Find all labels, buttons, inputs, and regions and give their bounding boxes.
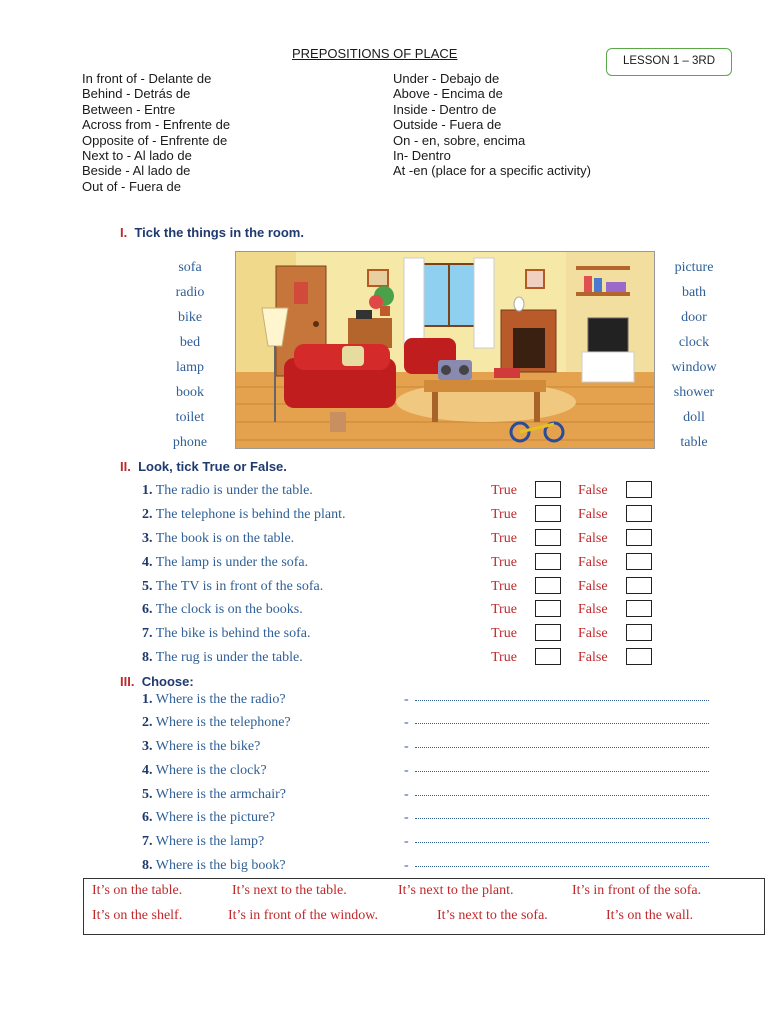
answer-dash: - [404,692,409,707]
item-number: 8. [142,858,153,873]
word-item: door [681,310,707,325]
item-number: 4. [142,763,153,778]
true-label: True [491,579,517,594]
false-label: False [578,555,608,570]
question-row [142,810,722,830]
section-number: I. [120,225,128,240]
item-number: 3. [142,739,153,754]
answer-blank[interactable] [415,771,709,772]
true-false-row [142,579,608,599]
vocab-item: Across from - Enfrente de [82,117,231,133]
section-3-heading [120,674,194,689]
false-label: False [578,650,608,665]
answer-option: It’s in front of the window. [228,908,378,923]
item-number: 3. [142,531,153,546]
section-title: Choose: [141,674,194,689]
item-statement: The TV is in front of the sofa. [155,579,324,594]
answer-option: It’s next to the table. [232,883,347,898]
word-item: window [671,360,717,375]
question-text: Where is the armchair? [155,787,286,802]
question-row [142,715,722,735]
true-label: True [491,555,517,570]
item-number: 1. [142,483,153,498]
true-false-row [142,626,608,646]
false-label: False [578,507,608,522]
word-item: toilet [175,410,205,425]
false-checkbox[interactable] [626,648,652,665]
vocab-item: At -en (place for a specific activity) [393,163,591,179]
vocab-item: Between - Entre [82,101,176,117]
item-statement: The bike is behind the sofa. [155,626,311,641]
true-false-row [142,555,608,575]
item-number: 6. [142,602,153,617]
vocabulary-right-list [393,71,591,179]
false-checkbox[interactable] [626,553,652,570]
false-label: False [578,626,608,641]
word-item: phone [172,435,208,450]
question-text: Where is the big book? [155,858,286,873]
vocab-item: Opposite of - Enfrente de [82,132,228,148]
true-checkbox[interactable] [535,481,561,498]
item-number: 2. [142,507,153,522]
section-2-heading [120,459,287,474]
item-statement: The lamp is under the sofa. [155,555,309,570]
item-number: 2. [142,715,153,730]
word-list-right [662,255,726,455]
item-number: 5. [142,787,153,802]
true-checkbox[interactable] [535,624,561,641]
answer-blank[interactable] [415,866,709,867]
section-title: Look, tick True or False. [138,459,287,474]
answer-dash: - [404,810,409,825]
item-number: 7. [142,626,153,641]
item-statement: The book is on the table. [155,531,295,546]
word-item: book [176,385,204,400]
true-label: True [491,650,517,665]
false-checkbox[interactable] [626,600,652,617]
vocab-item: In front of - Delante de [82,71,212,86]
question-text: Where is the the radio? [155,692,286,707]
answer-dash: - [404,739,409,754]
page-title: PREPOSITIONS OF PLACE [292,46,458,61]
item-number: 7. [142,834,153,849]
true-false-row [142,531,608,551]
false-label: False [578,483,608,498]
item-statement: The clock is on the books. [155,602,303,617]
answer-option: It’s next to the plant. [398,883,514,898]
word-item: bath [681,285,707,300]
true-label: True [491,483,517,498]
true-checkbox[interactable] [535,600,561,617]
question-text: Where is the lamp? [155,834,265,849]
answer-dash: - [404,858,409,873]
false-checkbox[interactable] [626,505,652,522]
living-room-image [236,252,655,449]
answer-dash: - [404,763,409,778]
section-number: III. [120,674,135,689]
word-item: bed [179,335,201,350]
false-checkbox[interactable] [626,624,652,641]
vocab-item: Under - Debajo de [393,71,500,86]
vocab-item: Beside - Al lado de [82,163,191,179]
item-number: 1. [142,692,153,707]
item-number: 4. [142,555,153,570]
word-item: table [680,435,708,450]
vocab-item: Out of - Fuera de [82,178,181,194]
word-item: lamp [176,360,204,375]
question-row [142,739,722,759]
item-number: 8. [142,650,153,665]
question-row [142,787,722,807]
answer-option: It’s next to the sofa. [437,908,548,923]
word-item: picture [674,260,714,275]
question-row [142,858,722,878]
true-false-row [142,650,608,670]
vocab-item: Above - Encima de [393,86,503,102]
word-item: radio [175,285,205,300]
true-label: True [491,531,517,546]
answer-blank[interactable] [415,795,709,796]
question-text: Where is the picture? [155,810,276,825]
question-text: Where is the telephone? [155,715,291,730]
question-row [142,834,722,854]
answer-option: It’s on the shelf. [92,908,183,923]
item-statement: The radio is under the table. [155,483,313,498]
word-list-left [160,255,220,455]
vocab-item: Inside - Dentro de [393,101,497,117]
true-false-row [142,602,608,622]
living-room-illustration [235,251,655,449]
item-number: 6. [142,810,153,825]
question-text: Where is the bike? [155,739,261,754]
item-statement: The telephone is behind the plant. [155,507,346,522]
true-label: True [491,507,517,522]
true-false-row [142,507,608,527]
word-item: bike [177,310,203,325]
section-title: Tick the things in the room. [134,225,304,240]
true-checkbox[interactable] [535,553,561,570]
answer-dash: - [404,834,409,849]
question-row [142,692,722,712]
true-false-row [142,483,608,503]
false-label: False [578,531,608,546]
true-label: True [491,602,517,617]
true-checkbox[interactable] [535,577,561,594]
false-label: False [578,602,608,617]
question-text: Where is the clock? [155,763,267,778]
vocab-item: On - en, sobre, encima [393,132,526,148]
section-number: II. [120,459,131,474]
item-number: 5. [142,579,153,594]
answer-bank [83,878,765,935]
vocab-item: Behind - Detrás de [82,86,191,102]
question-row [142,763,722,783]
answer-option: It’s in front of the sofa. [572,883,702,898]
lesson-badge: LESSON 1 – 3RD [606,48,732,76]
vocabulary-left-list [82,71,230,194]
answer-blank[interactable] [415,747,709,748]
true-checkbox[interactable] [535,505,561,522]
item-statement: The rug is under the table. [155,650,303,665]
answer-blank[interactable] [415,818,709,819]
false-label: False [578,579,608,594]
vocab-item: Next to - Al lado de [82,148,192,164]
word-item: doll [683,410,705,425]
section-1-heading [120,225,304,240]
answer-option: It’s on the table. [92,883,183,898]
answer-blank[interactable] [415,842,709,843]
vocab-item: Outside - Fuera de [393,117,502,133]
answer-dash: - [404,787,409,802]
true-checkbox[interactable] [535,648,561,665]
answer-dash: - [404,715,409,730]
false-checkbox[interactable] [626,529,652,546]
false-checkbox[interactable] [626,481,652,498]
answer-option: It’s on the wall. [606,908,694,923]
answer-blank[interactable] [415,723,709,724]
word-item: shower [673,385,715,400]
word-item: clock [678,335,710,350]
word-item: sofa [178,260,202,275]
answer-blank[interactable] [415,700,709,701]
true-label: True [491,626,517,641]
true-checkbox[interactable] [535,529,561,546]
false-checkbox[interactable] [626,577,652,594]
vocab-item: In- Dentro [393,148,451,164]
